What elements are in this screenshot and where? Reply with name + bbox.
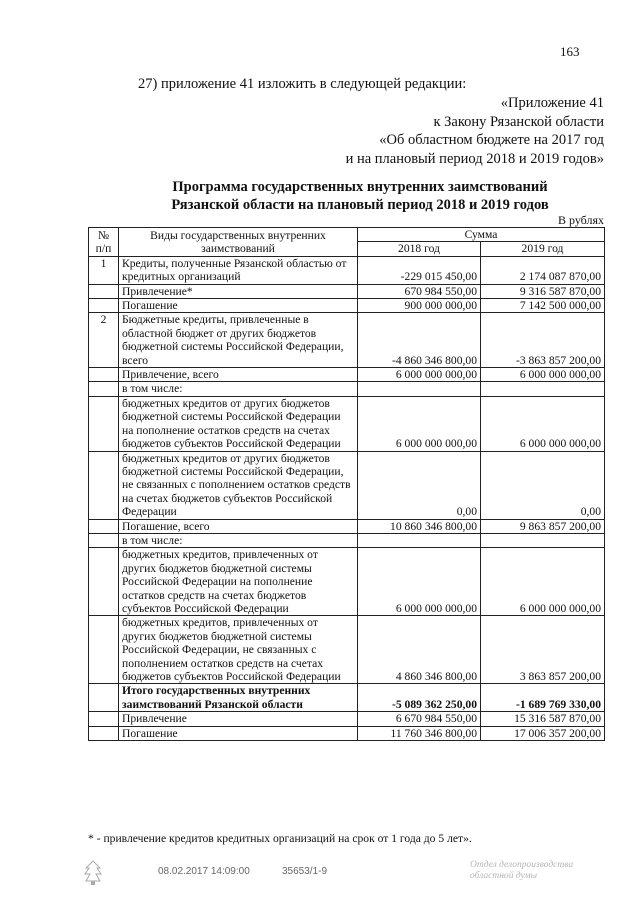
title-line-2: Рязанской области на плановый период 2018 и 2019 годов bbox=[171, 197, 549, 213]
value-2019: 7 142 500 000,00 bbox=[481, 299, 605, 313]
row-number bbox=[89, 616, 119, 684]
stamp-line-2: областной думы bbox=[470, 871, 537, 881]
table-row bbox=[89, 712, 605, 726]
value-2019: 6 000 000 000,00 bbox=[481, 548, 605, 616]
borrowing-program-table bbox=[88, 227, 605, 741]
value-2018: -4 860 346 800,00 bbox=[358, 313, 481, 368]
table-row bbox=[89, 519, 605, 533]
value-2018: 0,00 bbox=[358, 451, 481, 519]
table-row bbox=[89, 382, 605, 396]
row-label: бюджетных кредитов, привлеченных от других бюджетов бюджетной системы Российской Федерации, не связанных с пополнением остатков средств на счетах бюджетов субъектов Российской Федерации bbox=[119, 616, 358, 684]
header-num: № п/п bbox=[89, 228, 119, 257]
value-2019: 3 863 857 200,00 bbox=[481, 616, 605, 684]
table-row bbox=[89, 726, 605, 740]
value-2019: 17 006 357 200,00 bbox=[481, 726, 605, 740]
row-number bbox=[89, 382, 119, 396]
row-number bbox=[89, 712, 119, 726]
table-row bbox=[89, 313, 605, 368]
row-label: Погашение bbox=[119, 726, 358, 740]
value-2018: -5 089 362 250,00 bbox=[358, 684, 481, 712]
header-sum: Сумма bbox=[358, 228, 605, 242]
value-2019 bbox=[481, 533, 605, 547]
footnote: * - привлечение кредитов кредитных организаций на срок от 1 года до 5 лет». bbox=[88, 832, 472, 845]
table-row bbox=[89, 548, 605, 616]
value-2018: -229 015 450,00 bbox=[358, 256, 481, 284]
footer-datetime: 08.02.2017 14:09:00 bbox=[158, 866, 250, 877]
footer-code: 35653/1-9 bbox=[282, 866, 328, 877]
value-2018: 6 000 000 000,00 bbox=[358, 548, 481, 616]
row-number bbox=[89, 299, 119, 313]
row-label: Погашение, всего bbox=[119, 519, 358, 533]
value-2019: -3 863 857 200,00 bbox=[481, 313, 605, 368]
value-2019 bbox=[481, 382, 605, 396]
row-number bbox=[89, 451, 119, 519]
row-label: бюджетных кредитов, привлеченных от других бюджетов бюджетной системы Российской Федерации на пополнение остатков средств на счетах бюджетов субъектов Российской Федерации bbox=[119, 548, 358, 616]
appendix-line-3: «Об областном бюджете на 2017 год bbox=[379, 132, 604, 148]
units-label: В рублях bbox=[557, 213, 604, 227]
header-kind: Виды государственных внутренних заимствований bbox=[119, 228, 358, 257]
row-label: Привлечение* bbox=[119, 284, 358, 298]
row-number bbox=[89, 519, 119, 533]
stamp-line-1: Отдел делопроизводства bbox=[470, 860, 574, 870]
table-row bbox=[89, 299, 605, 313]
page-number: 163 bbox=[560, 44, 580, 59]
header-2018: 2018 год bbox=[358, 242, 481, 256]
value-2018: 6 000 000 000,00 bbox=[358, 396, 481, 451]
table-body bbox=[89, 256, 605, 740]
row-label: в том числе: bbox=[119, 533, 358, 547]
value-2019: 2 174 087 870,00 bbox=[481, 256, 605, 284]
appendix-line-4: и на плановый период 2018 и 2019 годов» bbox=[345, 150, 604, 167]
value-2018: 6 670 984 550,00 bbox=[358, 712, 481, 726]
value-2018: 670 984 550,00 bbox=[358, 284, 481, 298]
appendix-header bbox=[346, 94, 604, 168]
row-label: Бюджетные кредиты, привлеченные в областной бюджет от других бюджетов бюджетной системы Российской Федерации, всего bbox=[119, 313, 358, 368]
value-2019: 9 316 587 870,00 bbox=[481, 284, 605, 298]
row-label: Привлечение, всего bbox=[119, 368, 358, 382]
row-number bbox=[89, 533, 119, 547]
emblem-icon bbox=[84, 860, 102, 891]
row-number bbox=[89, 684, 119, 712]
row-number: 1 bbox=[89, 256, 119, 284]
value-2018: 10 860 346 800,00 bbox=[358, 519, 481, 533]
row-label: бюджетных кредитов от других бюджетов бюджетной системы Российской Федерации, не связанных с пополнением остатков средств на счетах бюджетов субъектов Российской Федерации bbox=[119, 451, 358, 519]
table-row bbox=[89, 284, 605, 298]
value-2019: 6 000 000 000,00 bbox=[481, 396, 605, 451]
value-2019: 9 863 857 200,00 bbox=[481, 519, 605, 533]
value-2018: 11 760 346 800,00 bbox=[358, 726, 481, 740]
table-row bbox=[89, 368, 605, 382]
row-number bbox=[89, 726, 119, 740]
row-label: Итого государственных внутренних заимствований Рязанской области bbox=[119, 684, 358, 712]
value-2019: 15 316 587 870,00 bbox=[481, 712, 605, 726]
table-row bbox=[89, 451, 605, 519]
row-number bbox=[89, 368, 119, 382]
value-2018: 4 860 346 800,00 bbox=[358, 616, 481, 684]
value-2019: 0,00 bbox=[481, 451, 605, 519]
value-2019: -1 689 769 330,00 bbox=[481, 684, 605, 712]
row-label: в том числе: bbox=[119, 382, 358, 396]
row-number bbox=[89, 396, 119, 451]
row-number: 2 bbox=[89, 313, 119, 368]
value-2018: 6 000 000 000,00 bbox=[358, 368, 481, 382]
registry-stamp bbox=[470, 860, 620, 882]
amendment-intro: 27) приложение 41 изложить в следующей редакции: bbox=[138, 76, 467, 92]
appendix-line-1: «Приложение 41 bbox=[500, 95, 604, 111]
row-number bbox=[89, 284, 119, 298]
row-label: Кредиты, полученные Рязанской областью от кредитных организаций bbox=[119, 256, 358, 284]
table-row bbox=[89, 396, 605, 451]
row-number bbox=[89, 548, 119, 616]
header-2019: 2019 год bbox=[481, 242, 605, 256]
appendix-line-2: к Закону Рязанской области bbox=[433, 113, 604, 130]
value-2018: 900 000 000,00 bbox=[358, 299, 481, 313]
value-2019: 6 000 000 000,00 bbox=[481, 368, 605, 382]
table-row bbox=[89, 616, 605, 684]
table-row bbox=[89, 684, 605, 712]
row-label: бюджетных кредитов от других бюджетов бюджетной системы Российской Федерации на пополнение остатков средств на счетах бюджетов субъектов Российской Федерации bbox=[119, 396, 358, 451]
title-line-1: Программа государственных внутренних заимствований bbox=[172, 179, 548, 195]
value-2018 bbox=[358, 533, 481, 547]
row-label: Погашение bbox=[119, 299, 358, 313]
row-label: Привлечение bbox=[119, 712, 358, 726]
document-title bbox=[100, 178, 620, 214]
value-2018 bbox=[358, 382, 481, 396]
table-row bbox=[89, 256, 605, 284]
table-row bbox=[89, 533, 605, 547]
